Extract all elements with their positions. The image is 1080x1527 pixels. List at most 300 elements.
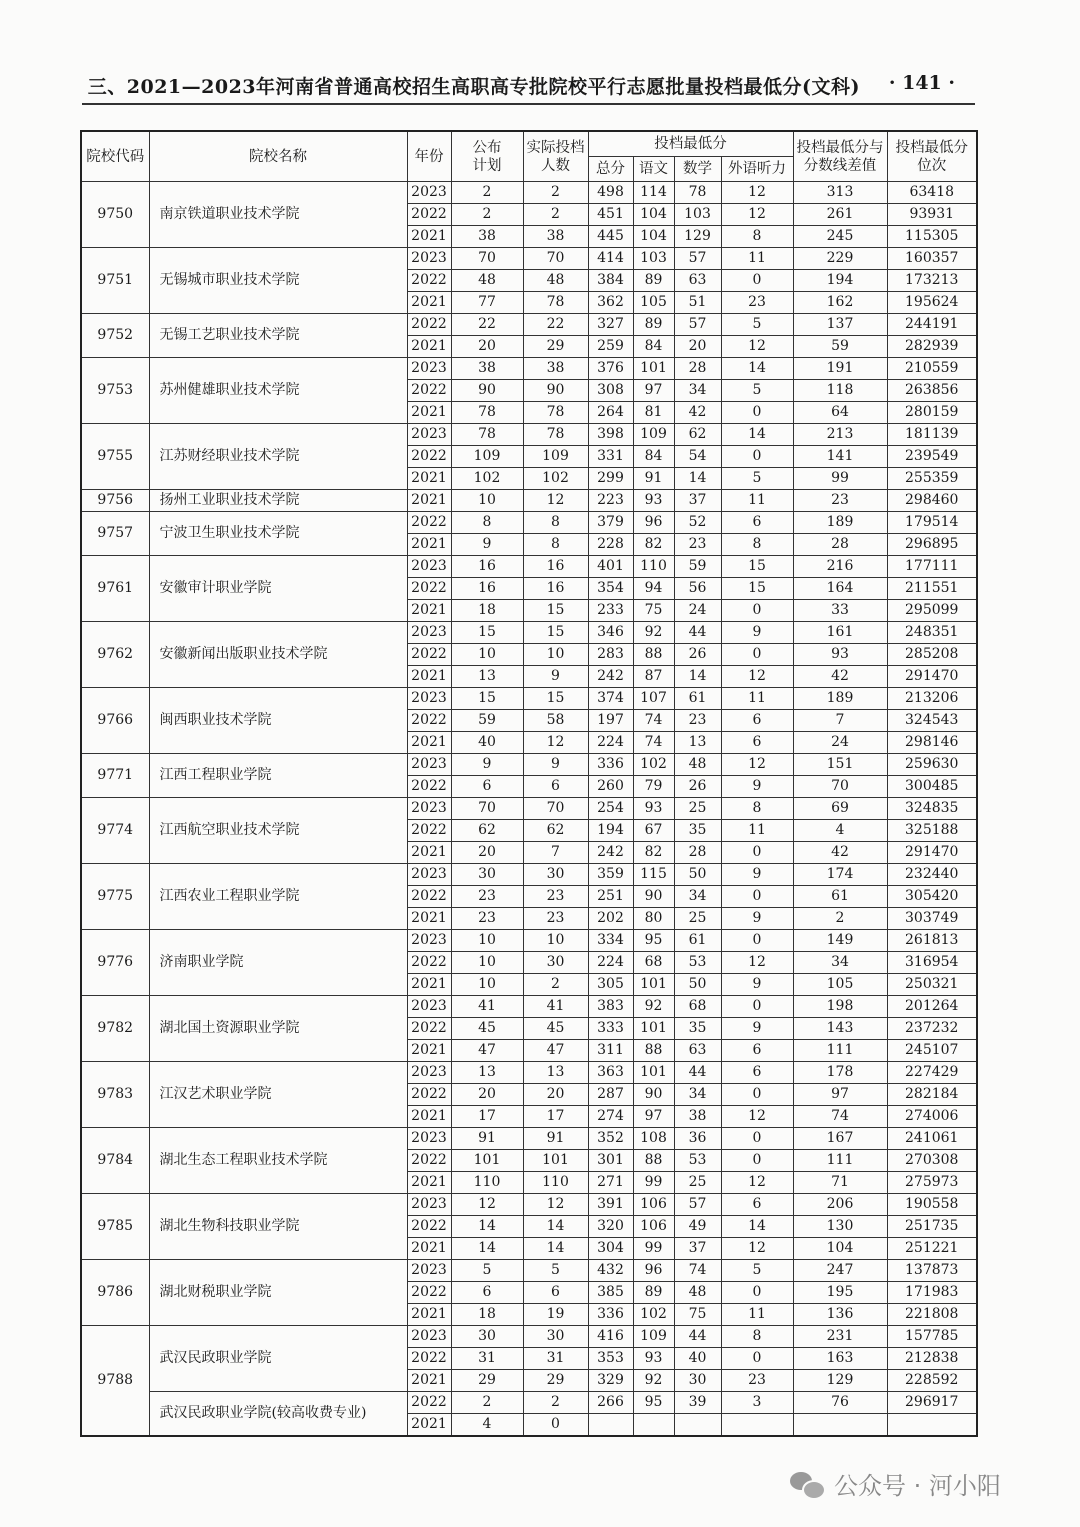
cell-rank: 228592 — [887, 1370, 977, 1392]
cell-diff: 7 — [793, 710, 887, 732]
cell-foreign: 23 — [721, 292, 793, 314]
cell-plan: 45 — [451, 1018, 523, 1040]
cell-year: 2023 — [407, 556, 451, 578]
cell-diff: 71 — [793, 1172, 887, 1194]
header-actual: 实际投档人数 — [523, 131, 588, 182]
cell-rank: 291470 — [887, 666, 977, 688]
cell-actual: 30 — [523, 952, 588, 974]
cell-rank: 303749 — [887, 908, 977, 930]
cell-chinese: 114 — [633, 182, 674, 204]
school-code: 9750 — [81, 182, 149, 248]
cell-rank: 212838 — [887, 1348, 977, 1370]
cell-diff: 2 — [793, 908, 887, 930]
cell-rank: 195624 — [887, 292, 977, 314]
table-row — [81, 512, 977, 534]
cell-rank: 295099 — [887, 600, 977, 622]
cell-year: 2022 — [407, 446, 451, 468]
footer-watermark — [790, 1466, 1001, 1501]
cell-actual: 6 — [523, 1282, 588, 1304]
cell-foreign: 14 — [721, 1216, 793, 1238]
cell-year: 2023 — [407, 1260, 451, 1282]
cell-plan: 40 — [451, 732, 523, 754]
cell-actual: 8 — [523, 534, 588, 556]
cell-chinese: 95 — [633, 1392, 674, 1414]
cell-diff: 231 — [793, 1326, 887, 1348]
cell-chinese: 89 — [633, 270, 674, 292]
cell-total: 432 — [588, 1260, 633, 1282]
cell-foreign: 0 — [721, 446, 793, 468]
cell-math: 75 — [674, 1304, 721, 1326]
cell-actual: 15 — [523, 600, 588, 622]
school-name: 安徽新闻出版职业技术学院 — [149, 622, 407, 688]
cell-year: 2023 — [407, 248, 451, 270]
cell-foreign — [721, 1414, 793, 1437]
cell-year: 2021 — [407, 666, 451, 688]
cell-total: 259 — [588, 336, 633, 358]
cell-total: 384 — [588, 270, 633, 292]
cell-math: 14 — [674, 468, 721, 490]
school-name: 安徽审计职业学院 — [149, 556, 407, 622]
cell-year: 2022 — [407, 1282, 451, 1304]
cell-diff: 104 — [793, 1238, 887, 1260]
cell-actual: 0 — [523, 1414, 588, 1437]
cell-rank: 270308 — [887, 1150, 977, 1172]
cell-total: 359 — [588, 864, 633, 886]
cell-diff: 198 — [793, 996, 887, 1018]
cell-actual: 110 — [523, 1172, 588, 1194]
cell-diff: 76 — [793, 1392, 887, 1414]
cell-chinese — [633, 1414, 674, 1437]
cell-actual: 38 — [523, 358, 588, 380]
cell-chinese: 108 — [633, 1128, 674, 1150]
cell-year: 2021 — [407, 600, 451, 622]
cell-total: 385 — [588, 1282, 633, 1304]
cell-total: 327 — [588, 314, 633, 336]
school-name: 苏州健雄职业技术学院 — [149, 358, 407, 424]
cell-rank: 305420 — [887, 886, 977, 908]
cell-foreign: 15 — [721, 556, 793, 578]
cell-total: 374 — [588, 688, 633, 710]
cell-diff: 99 — [793, 468, 887, 490]
school-name: 湖北财税职业学院 — [149, 1260, 407, 1326]
cell-rank: 255359 — [887, 468, 977, 490]
cell-foreign: 12 — [721, 666, 793, 688]
cell-chinese: 115 — [633, 864, 674, 886]
cell-year: 2022 — [407, 644, 451, 666]
cell-year: 2022 — [407, 710, 451, 732]
cell-rank: 232440 — [887, 864, 977, 886]
school-name: 武汉民政职业学院 — [149, 1326, 407, 1392]
cell-plan: 31 — [451, 1348, 523, 1370]
table-row — [81, 1194, 977, 1216]
cell-total: 379 — [588, 512, 633, 534]
cell-total: 251 — [588, 886, 633, 908]
cell-foreign: 5 — [721, 314, 793, 336]
cell-year: 2023 — [407, 930, 451, 952]
cell-foreign: 23 — [721, 1370, 793, 1392]
cell-plan: 18 — [451, 600, 523, 622]
cell-diff: 206 — [793, 1194, 887, 1216]
cell-diff: 195 — [793, 1282, 887, 1304]
school-name: 无锡工艺职业技术学院 — [149, 314, 407, 358]
cell-actual: 9 — [523, 754, 588, 776]
cell-plan: 20 — [451, 842, 523, 864]
header-chinese: 语文 — [633, 157, 674, 182]
cell-diff: 213 — [793, 424, 887, 446]
cell-plan: 2 — [451, 204, 523, 226]
school-code: 9775 — [81, 864, 149, 930]
cell-plan: 14 — [451, 1238, 523, 1260]
cell-plan: 91 — [451, 1128, 523, 1150]
cell-math: 63 — [674, 270, 721, 292]
cell-total: 334 — [588, 930, 633, 952]
cell-year: 2021 — [407, 732, 451, 754]
school-name: 江汉艺术职业学院 — [149, 1062, 407, 1128]
cell-chinese: 109 — [633, 424, 674, 446]
cell-total: 274 — [588, 1106, 633, 1128]
cell-diff: 161 — [793, 622, 887, 644]
cell-year: 2023 — [407, 1128, 451, 1150]
cell-total: 331 — [588, 446, 633, 468]
cell-rank: 298146 — [887, 732, 977, 754]
cell-actual: 30 — [523, 1326, 588, 1348]
cell-diff: 189 — [793, 512, 887, 534]
cell-total: 362 — [588, 292, 633, 314]
cell-actual: 22 — [523, 314, 588, 336]
cell-plan: 22 — [451, 314, 523, 336]
page-header — [80, 70, 975, 100]
cell-foreign: 8 — [721, 798, 793, 820]
school-name: 无锡城市职业技术学院 — [149, 248, 407, 314]
cell-actual: 16 — [523, 556, 588, 578]
cell-rank: 213206 — [887, 688, 977, 710]
cell-actual: 2 — [523, 974, 588, 996]
school-code: 9756 — [81, 490, 149, 512]
cell-rank: 259630 — [887, 754, 977, 776]
cell-chinese: 93 — [633, 490, 674, 512]
cell-plan: 10 — [451, 490, 523, 512]
cell-plan: 59 — [451, 710, 523, 732]
school-name: 江西航空职业技术学院 — [149, 798, 407, 864]
cell-total: 308 — [588, 380, 633, 402]
cell-math: 56 — [674, 578, 721, 600]
cell-actual: 101 — [523, 1150, 588, 1172]
cell-foreign: 0 — [721, 1150, 793, 1172]
cell-total: 363 — [588, 1062, 633, 1084]
cell-diff: 261 — [793, 204, 887, 226]
school-code: 9783 — [81, 1062, 149, 1128]
cell-chinese: 106 — [633, 1216, 674, 1238]
cell-foreign: 0 — [721, 270, 793, 292]
cell-plan: 10 — [451, 930, 523, 952]
cell-plan: 77 — [451, 292, 523, 314]
cell-plan: 30 — [451, 1326, 523, 1348]
cell-chinese: 101 — [633, 1062, 674, 1084]
cell-rank: 248351 — [887, 622, 977, 644]
cell-rank: 261813 — [887, 930, 977, 952]
cell-math: 61 — [674, 930, 721, 952]
cell-diff: 216 — [793, 556, 887, 578]
cell-actual: 91 — [523, 1128, 588, 1150]
cell-plan: 48 — [451, 270, 523, 292]
cell-total — [588, 1414, 633, 1437]
cell-rank: 221808 — [887, 1304, 977, 1326]
cell-total: 228 — [588, 534, 633, 556]
cell-foreign: 12 — [721, 1106, 793, 1128]
cell-rank: 245107 — [887, 1040, 977, 1062]
cell-actual: 15 — [523, 688, 588, 710]
cell-plan: 18 — [451, 1304, 523, 1326]
cell-year: 2022 — [407, 820, 451, 842]
cell-chinese: 93 — [633, 1348, 674, 1370]
cell-year: 2022 — [407, 1084, 451, 1106]
cell-rank: 251735 — [887, 1216, 977, 1238]
school-code: 9774 — [81, 798, 149, 864]
cell-rank: 296895 — [887, 534, 977, 556]
cell-math: 23 — [674, 710, 721, 732]
cell-math: 48 — [674, 1282, 721, 1304]
cell-year: 2023 — [407, 622, 451, 644]
school-name: 湖北生态工程职业技术学院 — [149, 1128, 407, 1194]
cell-actual: 41 — [523, 996, 588, 1018]
cell-year: 2022 — [407, 1216, 451, 1238]
cell-actual: 6 — [523, 776, 588, 798]
cell-foreign: 11 — [721, 1304, 793, 1326]
cell-year: 2023 — [407, 1326, 451, 1348]
cell-plan: 110 — [451, 1172, 523, 1194]
cell-chinese: 84 — [633, 336, 674, 358]
cell-foreign: 8 — [721, 534, 793, 556]
cell-plan: 12 — [451, 1194, 523, 1216]
cell-plan: 70 — [451, 798, 523, 820]
cell-actual: 12 — [523, 1194, 588, 1216]
cell-rank: 251221 — [887, 1238, 977, 1260]
cell-math: 44 — [674, 1062, 721, 1084]
cell-plan: 10 — [451, 952, 523, 974]
cell-plan: 9 — [451, 534, 523, 556]
cell-actual: 48 — [523, 270, 588, 292]
table-row — [81, 1326, 977, 1348]
cell-chinese: 87 — [633, 666, 674, 688]
cell-year: 2022 — [407, 776, 451, 798]
cell-actual: 12 — [523, 732, 588, 754]
cell-actual: 13 — [523, 1062, 588, 1084]
cell-plan: 5 — [451, 1260, 523, 1282]
cell-foreign: 0 — [721, 1084, 793, 1106]
cell-diff: 33 — [793, 600, 887, 622]
cell-year: 2021 — [407, 908, 451, 930]
cell-diff: 130 — [793, 1216, 887, 1238]
cell-math: 59 — [674, 556, 721, 578]
cell-actual: 29 — [523, 1370, 588, 1392]
cell-year: 2021 — [407, 1106, 451, 1128]
cell-total: 311 — [588, 1040, 633, 1062]
school-name: 扬州工业职业技术学院 — [149, 490, 407, 512]
cell-total: 346 — [588, 622, 633, 644]
header-diff: 投档最低分与分数线差值 — [793, 131, 887, 182]
cell-foreign: 9 — [721, 776, 793, 798]
school-name: 湖北国土资源职业学院 — [149, 996, 407, 1062]
cell-plan: 90 — [451, 380, 523, 402]
cell-foreign: 12 — [721, 754, 793, 776]
cell-foreign: 6 — [721, 1194, 793, 1216]
cell-year: 2022 — [407, 578, 451, 600]
cell-actual: 31 — [523, 1348, 588, 1370]
cell-foreign: 11 — [721, 490, 793, 512]
cell-math: 35 — [674, 820, 721, 842]
school-code: 9761 — [81, 556, 149, 622]
cell-chinese: 102 — [633, 1304, 674, 1326]
cell-actual: 29 — [523, 336, 588, 358]
cell-math: 63 — [674, 1040, 721, 1062]
cell-year: 2021 — [407, 1238, 451, 1260]
cell-foreign: 12 — [721, 182, 793, 204]
cell-total: 242 — [588, 842, 633, 864]
cell-actual: 23 — [523, 908, 588, 930]
cell-foreign: 0 — [721, 402, 793, 424]
cell-plan: 30 — [451, 864, 523, 886]
cell-diff: 64 — [793, 402, 887, 424]
table-row — [81, 688, 977, 710]
cell-diff: 149 — [793, 930, 887, 952]
cell-total: 376 — [588, 358, 633, 380]
cell-chinese: 104 — [633, 204, 674, 226]
cell-year: 2023 — [407, 864, 451, 886]
cell-diff: 174 — [793, 864, 887, 886]
cell-total: 383 — [588, 996, 633, 1018]
cell-total: 451 — [588, 204, 633, 226]
cell-plan: 38 — [451, 226, 523, 248]
cell-diff: 61 — [793, 886, 887, 908]
cell-year: 2021 — [407, 402, 451, 424]
header-rule — [82, 103, 975, 105]
cell-plan: 10 — [451, 644, 523, 666]
cell-total: 233 — [588, 600, 633, 622]
cell-rank: 263856 — [887, 380, 977, 402]
cell-total: 197 — [588, 710, 633, 732]
cell-total: 320 — [588, 1216, 633, 1238]
cell-rank: 280159 — [887, 402, 977, 424]
cell-year: 2021 — [407, 226, 451, 248]
cell-math: 20 — [674, 336, 721, 358]
cell-chinese: 82 — [633, 534, 674, 556]
cell-actual: 12 — [523, 490, 588, 512]
cell-diff: 42 — [793, 666, 887, 688]
cell-diff: 105 — [793, 974, 887, 996]
cell-actual: 70 — [523, 798, 588, 820]
cell-chinese: 91 — [633, 468, 674, 490]
cell-plan: 29 — [451, 1370, 523, 1392]
cell-math: 54 — [674, 446, 721, 468]
cell-chinese: 101 — [633, 1018, 674, 1040]
cell-diff: 74 — [793, 1106, 887, 1128]
cell-plan: 102 — [451, 468, 523, 490]
cell-year: 2022 — [407, 270, 451, 292]
cell-rank: 282939 — [887, 336, 977, 358]
header-min-score-group: 投档最低分 — [588, 131, 793, 157]
cell-rank: 241061 — [887, 1128, 977, 1150]
cell-actual: 8 — [523, 512, 588, 534]
header-rank: 投档最低分位次 — [887, 131, 977, 182]
table-row — [81, 930, 977, 952]
cell-diff: 229 — [793, 248, 887, 270]
cell-total: 353 — [588, 1348, 633, 1370]
page-number: · 141 · — [888, 72, 955, 94]
cell-diff: 23 — [793, 490, 887, 512]
cell-year: 2022 — [407, 1150, 451, 1172]
cell-chinese: 82 — [633, 842, 674, 864]
cell-diff: 118 — [793, 380, 887, 402]
cell-foreign: 9 — [721, 622, 793, 644]
cell-plan: 15 — [451, 622, 523, 644]
cell-plan: 109 — [451, 446, 523, 468]
school-code: 9771 — [81, 754, 149, 798]
cell-rank: 298460 — [887, 490, 977, 512]
cell-rank: 210559 — [887, 358, 977, 380]
school-code: 9782 — [81, 996, 149, 1062]
cell-total: 336 — [588, 754, 633, 776]
cell-plan: 23 — [451, 886, 523, 908]
cell-total: 416 — [588, 1326, 633, 1348]
cell-math: 30 — [674, 1370, 721, 1392]
cell-year: 2021 — [407, 534, 451, 556]
table-row — [81, 798, 977, 820]
cell-math: 103 — [674, 204, 721, 226]
cell-rank: 157785 — [887, 1326, 977, 1348]
cell-rank: 211551 — [887, 578, 977, 600]
school-code: 9784 — [81, 1128, 149, 1194]
cell-year: 2023 — [407, 358, 451, 380]
cell-math: 57 — [674, 248, 721, 270]
cell-math: 74 — [674, 1260, 721, 1282]
cell-foreign: 14 — [721, 424, 793, 446]
cell-math: 23 — [674, 534, 721, 556]
cell-actual: 19 — [523, 1304, 588, 1326]
cell-plan: 4 — [451, 1414, 523, 1437]
wechat-icon — [790, 1470, 826, 1498]
header-total: 总分 — [588, 157, 633, 182]
cell-foreign: 6 — [721, 1040, 793, 1062]
cell-actual: 14 — [523, 1238, 588, 1260]
cell-plan: 6 — [451, 1282, 523, 1304]
cell-plan: 41 — [451, 996, 523, 1018]
cell-diff: 137 — [793, 314, 887, 336]
cell-chinese: 68 — [633, 952, 674, 974]
header-code: 院校代码 — [81, 131, 149, 182]
cell-chinese: 75 — [633, 600, 674, 622]
cell-chinese: 107 — [633, 688, 674, 710]
cell-year: 2022 — [407, 1018, 451, 1040]
cell-foreign: 5 — [721, 1260, 793, 1282]
cell-diff: 143 — [793, 1018, 887, 1040]
cell-math: 51 — [674, 292, 721, 314]
cell-chinese: 101 — [633, 974, 674, 996]
cell-year: 2023 — [407, 996, 451, 1018]
cell-total: 202 — [588, 908, 633, 930]
cell-rank: 190558 — [887, 1194, 977, 1216]
cell-rank: 316954 — [887, 952, 977, 974]
school-code: 9755 — [81, 424, 149, 490]
cell-total: 498 — [588, 182, 633, 204]
cell-math: 25 — [674, 798, 721, 820]
cell-math: 24 — [674, 600, 721, 622]
school-name: 江西农业工程职业学院 — [149, 864, 407, 930]
cell-diff: 69 — [793, 798, 887, 820]
cell-math: 53 — [674, 1150, 721, 1172]
cell-actual: 10 — [523, 930, 588, 952]
cell-foreign: 12 — [721, 1172, 793, 1194]
cell-chinese: 84 — [633, 446, 674, 468]
